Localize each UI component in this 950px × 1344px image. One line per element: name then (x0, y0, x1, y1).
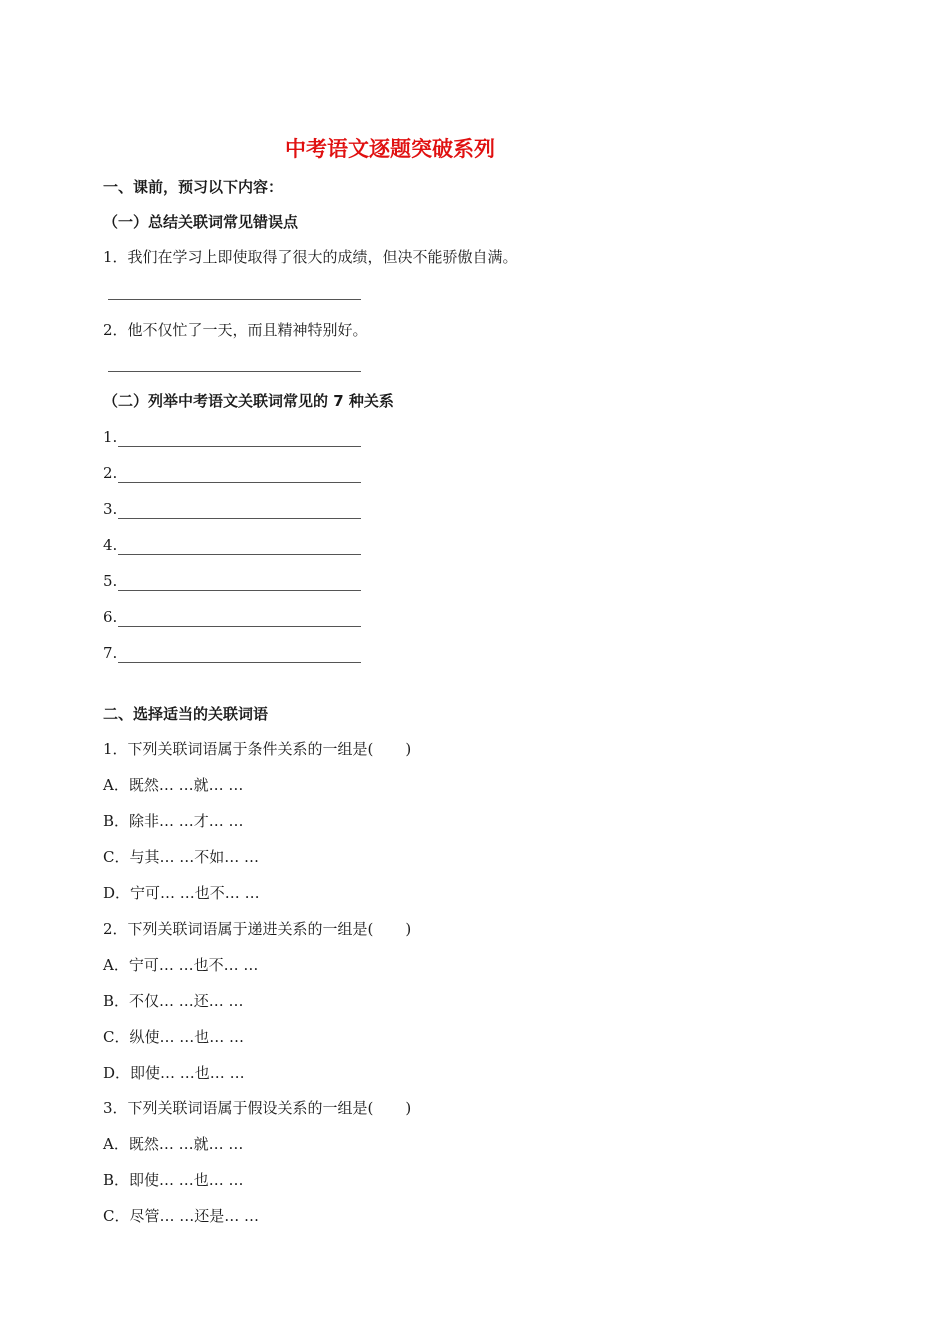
question-2-stem (103, 919, 411, 939)
question-2-option-b: B．不仅… …还… … (103, 992, 244, 1010)
question-2-option-c: C．纵使… …也… … (103, 1028, 245, 1046)
relation-blank-1[interactable] (103, 427, 361, 447)
question-1-option-d: D．宁可… …也不… … (103, 884, 260, 902)
question-text: 1．下列关联词语属于条件关系的一组是( (103, 740, 374, 758)
question-1-option-a: A．既然… …就… … (103, 776, 244, 794)
subsection-2-heading: （二）列举中考语文关联词常见的 7 种关系 (103, 392, 394, 410)
blank-line[interactable] (118, 611, 361, 627)
blank-line[interactable] (118, 647, 361, 663)
page-title: 中考语文逐题突破系列 (285, 137, 495, 161)
question-1-option-c: C．与其… …不如… … (103, 848, 260, 866)
section-1-heading: 一、课前，预习以下内容： (103, 178, 284, 196)
blank-line[interactable] (118, 467, 361, 483)
blank-line[interactable] (118, 575, 361, 591)
close-paren: ) (405, 920, 412, 938)
close-paren: ) (405, 1099, 412, 1117)
question-2-option-d: D．即使… …也… … (103, 1064, 245, 1082)
relation-blank-6[interactable] (103, 607, 361, 627)
relation-blank-4[interactable] (103, 535, 361, 555)
blank-number: 3. (103, 500, 118, 518)
blank-number: 2. (103, 464, 118, 482)
blank-number: 7. (103, 644, 118, 662)
question-text: 2．下列关联词语属于递进关系的一组是( (103, 920, 374, 938)
question-3-option-b: B．即使… …也… … (103, 1171, 244, 1189)
question-1-stem (103, 739, 411, 759)
relation-blank-3[interactable] (103, 499, 361, 519)
sentence-item-1: 1．我们在学习上即使取得了很大的成绩，但决不能骄傲自满。 (103, 248, 518, 266)
section-2-heading: 二、选择适当的关联词语 (103, 705, 269, 723)
relation-blank-7[interactable] (103, 643, 361, 663)
question-3-option-c: C．尽管… …还是… … (103, 1207, 260, 1225)
answer-blank-1[interactable] (108, 299, 361, 300)
question-1-option-b: B．除非… …才… … (103, 812, 244, 830)
sentence-item-2: 2．他不仅忙了一天，而且精神特别好。 (103, 321, 368, 339)
question-text: 3．下列关联词语属于假设关系的一组是( (103, 1099, 374, 1117)
blank-line[interactable] (118, 539, 361, 555)
question-3-stem (103, 1098, 411, 1118)
blank-line[interactable] (118, 431, 361, 447)
blank-line[interactable] (118, 503, 361, 519)
question-3-option-a: A．既然… …就… … (103, 1135, 244, 1153)
blank-number: 5. (103, 572, 118, 590)
blank-number: 4. (103, 536, 118, 554)
relation-blank-5[interactable] (103, 571, 361, 591)
close-paren: ) (405, 740, 412, 758)
blank-number: 6. (103, 608, 118, 626)
relation-blank-2[interactable] (103, 463, 361, 483)
question-2-option-a: A．宁可… …也不… … (103, 956, 259, 974)
answer-blank-2[interactable] (108, 371, 361, 372)
subsection-1-heading: （一）总结关联词常见错误点 (103, 213, 299, 231)
blank-number: 1. (103, 428, 118, 446)
